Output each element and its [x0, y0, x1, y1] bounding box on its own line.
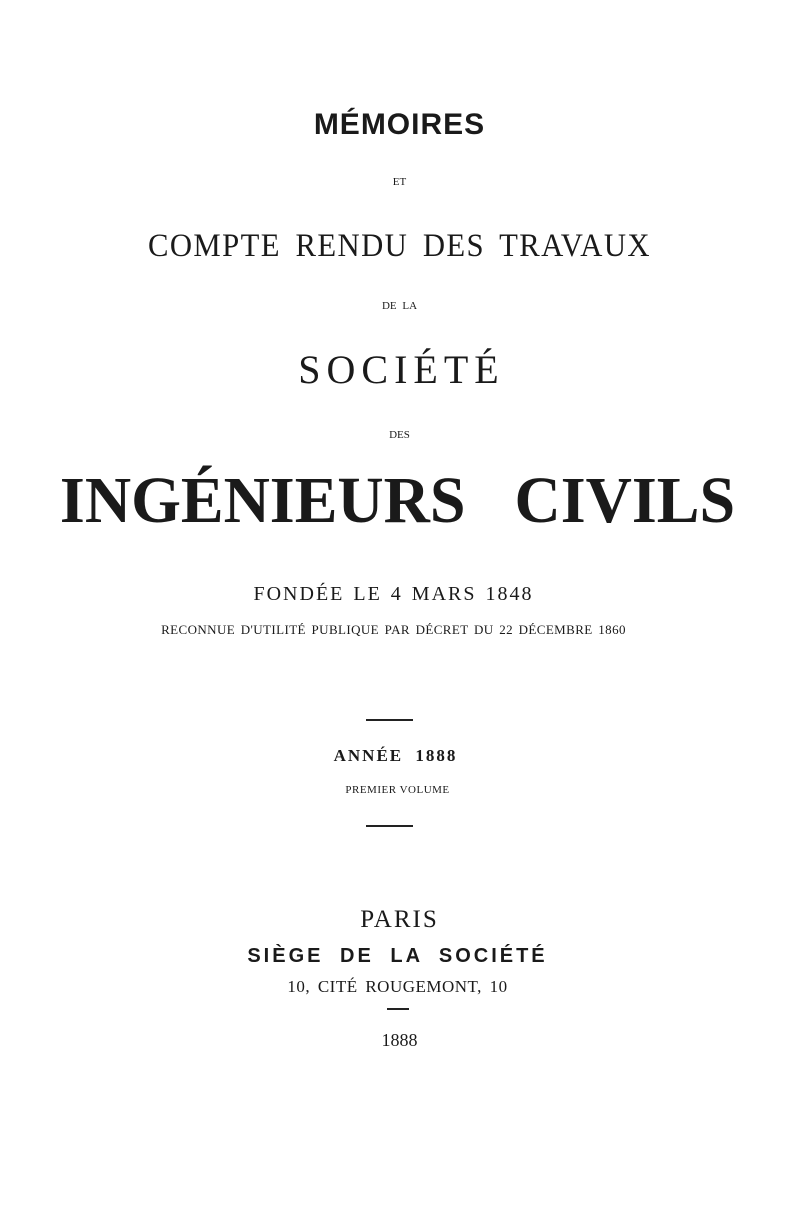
- divider: [366, 825, 413, 827]
- text-annee: ANNÉE 1888: [333, 746, 458, 765]
- title-memoires: MÉMOIRES: [313, 108, 486, 141]
- text-des: DES: [389, 429, 410, 441]
- text-siege: SIÈGE DE LA SOCIÉTÉ: [247, 945, 548, 967]
- text-year: 1888: [381, 1030, 418, 1050]
- text-reconnue: RECONNUE D'UTILITÉ PUBLIQUE PAR DÉCRET DU 22 DÉCEMBRE 1860: [161, 622, 626, 637]
- conjunction-et: ET: [392, 176, 407, 188]
- title-compte-rendu: COMPTE RENDU DES TRAVAUX: [148, 228, 651, 264]
- text-address: 10, CITÉ ROUGEMONT, 10: [287, 977, 508, 996]
- text-city: PARIS: [360, 906, 439, 933]
- text-fondee: FONDÉE LE 4 MARS 1848: [253, 583, 534, 605]
- text-de-la: DE LA: [381, 300, 418, 312]
- divider: [366, 719, 413, 721]
- text-volume: PREMIER VOLUME: [345, 784, 450, 796]
- divider: [387, 1008, 409, 1010]
- title-ingenieurs-civils: INGÉNIEURS CIVILS: [59, 464, 736, 537]
- title-societe: SOCIÉTÉ: [298, 347, 505, 392]
